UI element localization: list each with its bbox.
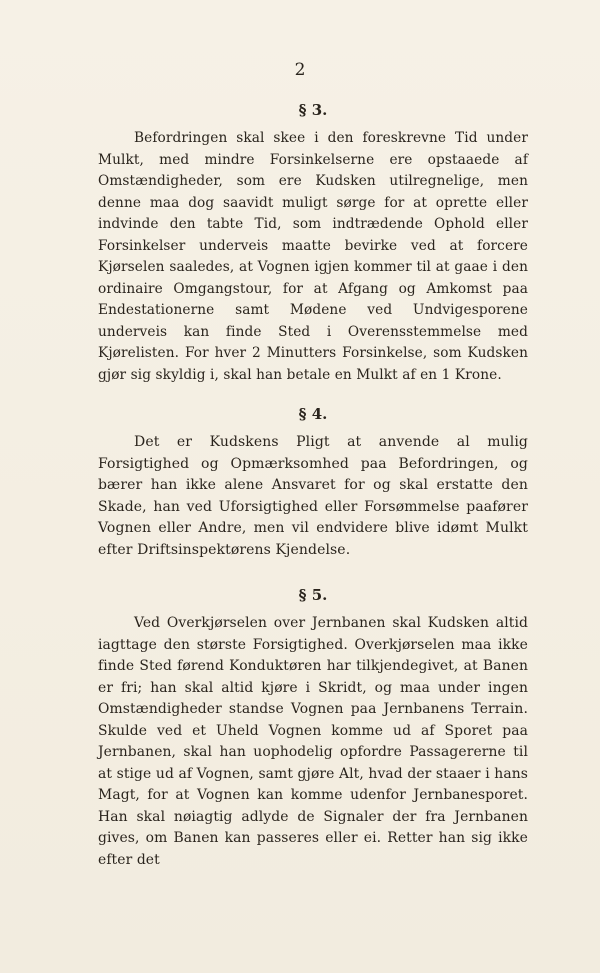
section-4-text: Det er Kudskens Pligt at anvende al mulig Forsigtighed og Opmærksomhed paa Befordringen, og bærer han ikke alene Ansvaret for og skal erstatte den Skade, han ved Uforsigtighed eller Forsømmelse paafører Vognen eller Andre, men vil endvidere blive idømt Mulkt efter Driftsinspektørens Kjendelse. [98,434,528,558]
page-number: 2 [294,60,306,80]
section-3-text: Befordringen skal skee i den foreskrevne Tid under Mulkt, med mindre Forsinkelserne ere opstaaede af Omstændigheder, som ere Kudsken utilregnelige, men denne maa dog saavidt muligt sørge for at oprette eller indvinde den tabte Tid, som indtrædende Ophold eller Forsinkelser underveis maatte bevirke ved at forcere Kjørselen saaledes, at Vognen igjen kommer til at gaae i den ordinaire Omgangstour, for at Afgang og Amkomst paa Endestationerne samt Mødene ved Undvigesporene underveis kan finde Sted i Overensstemmelse med Kjørelisten. For hver 2 Minutters Forsinkelse, som Kudsken gjør sig skyldig i, skal han betale en Mulkt af en 1 Krone. [98,130,528,383]
page-content [98,100,528,889]
section-5-heading: § 5. [298,586,328,604]
section-4 [98,404,528,561]
section-3 [98,100,528,386]
section-5 [98,585,528,871]
section-5-text: Ved Overkjørselen over Jernbanen skal Kudsken altid iagttage den største Forsigtighed. Overkjørselen maa ikke finde Sted førend Konduktøren har tilkjendegivet, at Banen er fri; han skal altid kjøre i Skridt, og maa under ingen Omstændigheder standse Vognen paa Jernbanens Terrain. Skulde ved et Uheld Vognen komme ud af Sporet paa Jernbanen, skal han uophodelig opfordre Passagererne til at stige ud af Vognen, samt gjøre Alt, hvad der staaer i hans Magt, for at Vognen kan komme udenfor Jernbanesporet. Han skal nøiagtig adlyde de Signaler der fra Jernbanen gives, om Banen kan passeres eller ei. Retter han sig ikke efter det [98,615,528,868]
section-4-heading: § 4. [298,405,328,423]
section-3-heading: § 3. [298,101,328,119]
